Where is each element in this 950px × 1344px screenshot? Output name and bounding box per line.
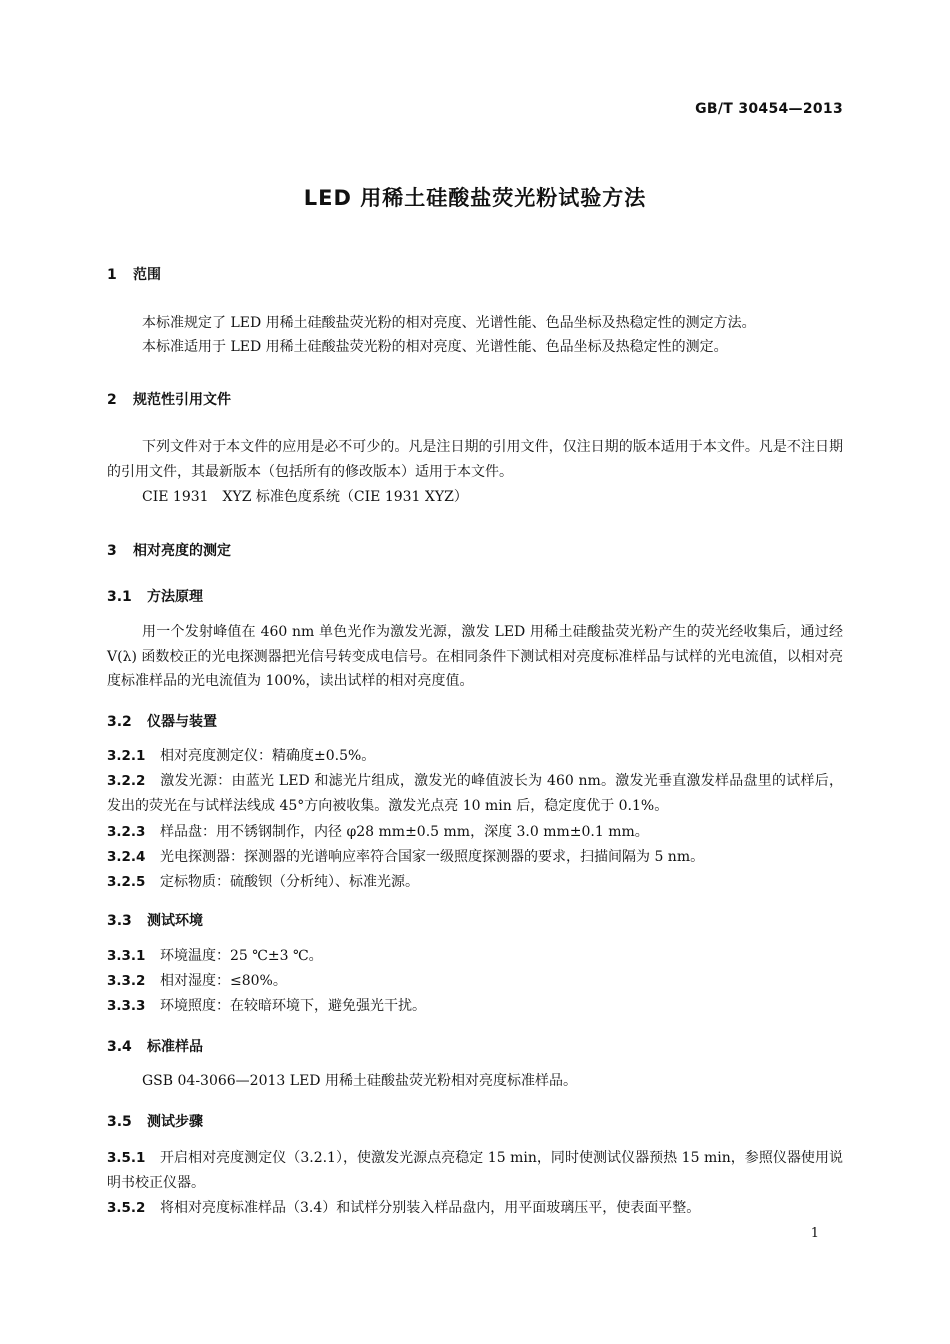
- paragraph: 本标准规定了 LED 用稀土硅酸盐荧光粉的相对亮度、光谱性能、色品坐标及热稳定性的测定方法。: [142, 315, 756, 331]
- clause-text: 相对湿度：≤80%。: [160, 973, 287, 989]
- clause-text: 样品盘：用不锈钢制作，内径 φ28 mm±0.5 mm，深度 3.0 mm±0.1 mm。: [160, 824, 649, 840]
- document-title: LED 用稀土硅酸盐荧光粉试验方法: [303, 186, 647, 210]
- section-title: 仪器与装置: [147, 714, 217, 730]
- section-number: 2: [107, 392, 117, 408]
- section-title: 范围: [133, 267, 161, 283]
- paragraph: GSB 04-3066—2013 LED 用稀土硅酸盐荧光粉相对亮度标准样品。: [142, 1073, 577, 1089]
- section-number: 3.2: [107, 714, 132, 730]
- clause-3-2-2: [107, 769, 843, 818]
- clause-number: 3.2.4: [107, 849, 146, 865]
- clause-3-5-2: [107, 1196, 843, 1221]
- section-title: 测试步骤: [147, 1114, 203, 1130]
- clause-3-3-1: [107, 944, 843, 969]
- section-title: 相对亮度的测定: [133, 543, 231, 559]
- section-3-5-heading: [107, 1111, 203, 1131]
- clause-3-2-3: [107, 820, 843, 845]
- normative-reference: CIE 1931 XYZ 标准色度系统（CIE 1931 XYZ）: [142, 489, 468, 505]
- clause-number: 3.2.3: [107, 824, 146, 840]
- clause-text: 光电探测器：探测器的光谱响应率符合国家一级照度探测器的要求，扫描间隔为 5 nm。: [160, 849, 705, 865]
- section-number: 3.5: [107, 1114, 132, 1130]
- clause-number: 3.2.1: [107, 748, 146, 764]
- clause-number: 3.5.2: [107, 1200, 146, 1216]
- section-3-heading: [107, 540, 231, 560]
- clause-number: 3.3.2: [107, 973, 146, 989]
- clause-3-3-2: [107, 969, 843, 994]
- clause-text: 开启相对亮度测定仪（3.2.1），使激发光源点亮稳定 15 min，同时使测试仪器预热 15 min，参照仪器使用说明书校正仪器。: [107, 1150, 843, 1191]
- section-3-3-heading: [107, 910, 203, 930]
- clause-text: 将相对亮度标准样品（3.4）和试样分别装入样品盘内，用平面玻璃压平，使表面平整。: [160, 1200, 701, 1216]
- clause-text: 相对亮度测定仪：精确度±0.5%。: [160, 748, 376, 764]
- clause-number: 3.3.1: [107, 948, 146, 964]
- standard-code: GB/T 30454—2013: [695, 101, 843, 117]
- section-number: 3.3: [107, 913, 132, 929]
- section-number: 1: [107, 267, 117, 283]
- paragraph: 本标准适用于 LED 用稀土硅酸盐荧光粉的相对亮度、光谱性能、色品坐标及热稳定性的测定。: [142, 339, 728, 355]
- clause-text: 环境温度：25 ℃±3 ℃。: [160, 948, 323, 964]
- paragraph: 下列文件对于本文件的应用是必不可少的。凡是注日期的引用文件，仅注日期的版本适用于本文件。凡是不注日期的引用文件，其最新版本（包括所有的修改版本）适用于本文件。: [107, 439, 843, 480]
- section-3-4-heading: [107, 1036, 203, 1056]
- section-3-1-heading: [107, 586, 203, 606]
- section-number: 3.4: [107, 1039, 132, 1055]
- clause-number: 3.5.1: [107, 1150, 146, 1166]
- paragraph: 用一个发射峰值在 460 nm 单色光作为激发光源，激发 LED 用稀土硅酸盐荧光粉产生的荧光经收集后，通过经 V(λ) 函数校正的光电探测器把光信号转变成电信号。在相同条件下测试相对亮度标准样品与试样的光电流值，以相对亮度标准样品的光电流值为 100%，读出试样的相对亮度值。: [107, 624, 843, 689]
- section-title: 测试环境: [147, 913, 203, 929]
- section-2-heading: [107, 389, 231, 409]
- section-1-heading: [107, 264, 161, 284]
- section-title: 方法原理: [147, 589, 203, 605]
- section-number: 3.1: [107, 589, 132, 605]
- section-3-2-heading: [107, 711, 217, 731]
- clause-number: 3.2.5: [107, 874, 146, 890]
- section-number: 3: [107, 543, 117, 559]
- section-title: 标准样品: [147, 1039, 203, 1055]
- clause-3-2-1: [107, 744, 843, 769]
- clause-3-5-1: [107, 1146, 843, 1195]
- clause-text: 激发光源：由蓝光 LED 和滤光片组成，激发光的峰值波长为 460 nm。激发光垂直激发样品盘里的试样后，发出的荧光在与试样法线成 45°方向被收集。激发光点亮 10 min 后，稳定度优于 0.1%。: [107, 773, 843, 814]
- section-title: 规范性引用文件: [133, 392, 231, 408]
- clause-number: 3.3.3: [107, 998, 146, 1014]
- page-number: 1: [810, 1226, 819, 1241]
- clause-number: 3.2.2: [107, 773, 146, 789]
- clause-3-2-5: [107, 870, 843, 895]
- clause-text: 环境照度：在较暗环境下，避免强光干扰。: [160, 998, 426, 1014]
- clause-3-2-4: [107, 845, 843, 870]
- clause-text: 定标物质：硫酸钡（分析纯）、标准光源。: [160, 874, 419, 890]
- clause-3-3-3: [107, 994, 843, 1019]
